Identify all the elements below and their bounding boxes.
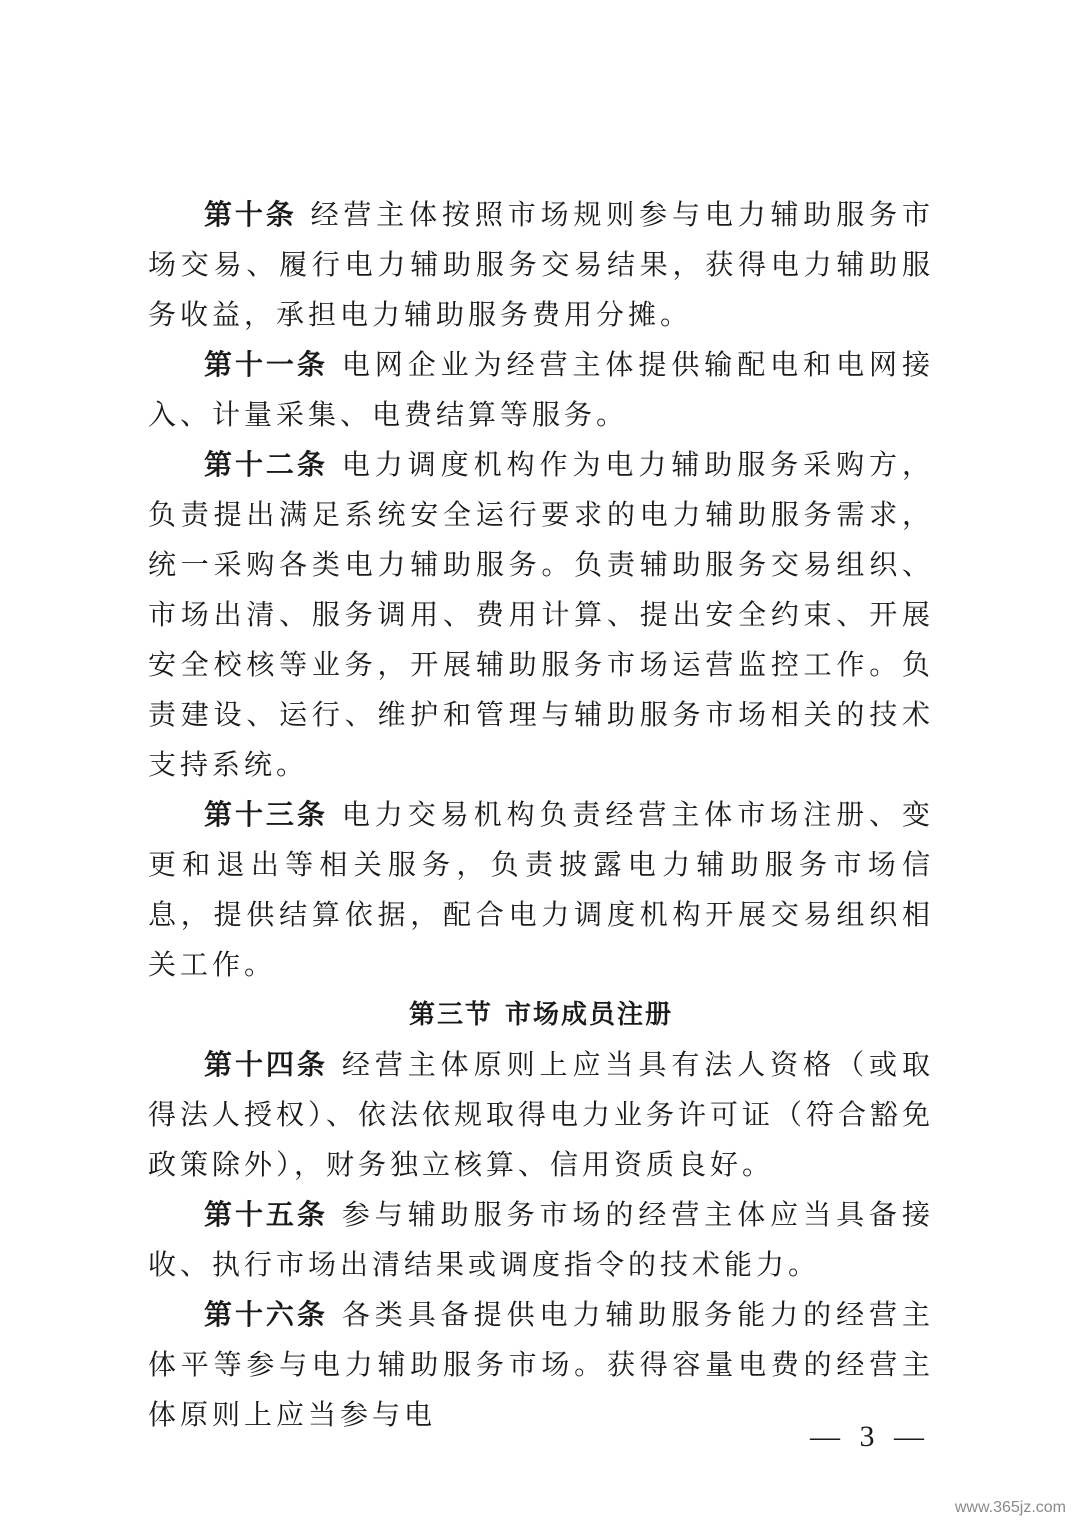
- article-title: 第十五条: [204, 1198, 328, 1231]
- article-body: 电力调度机构作为电力辅助服务采购方，负责提出满足系统安全运行要求的电力辅助服务需求，统一采购各类电力辅助服务。负责辅助服务交易组织、市场出清、服务调用、费用计算、提出安全约束、开展安全校核等业务，开展辅助服务市场运营监控工作。负责建设、运行、维护和管理与辅助服务市场相关的技术支持系统。: [148, 448, 934, 781]
- section-title: 市场成员注册: [505, 1000, 674, 1030]
- article-16: [148, 1290, 934, 1440]
- article-title: 第十六条: [204, 1298, 328, 1331]
- article-12: [148, 440, 934, 790]
- article-body: 电力交易机构负责经营主体市场注册、变更和退出等相关服务，负责披露电力辅助服务市场信息，提供结算依据，配合电力调度机构开展交易组织相关工作。: [148, 798, 934, 981]
- article-body: 参与辅助服务市场的经营主体应当具备接收、执行市场出清结果或调度指令的技术能力。: [148, 1198, 934, 1281]
- article-body: 电网企业为经营主体提供输配电和电网接入、计量采集、电费结算等服务。: [148, 348, 934, 431]
- article-title: 第十二条: [204, 448, 328, 481]
- article-15: [148, 1190, 934, 1290]
- article-title: 第十四条: [204, 1048, 328, 1081]
- page-number: — 3 —: [810, 1420, 930, 1453]
- article-11: [148, 340, 934, 440]
- article-body: 经营主体原则上应当具有法人资格（或取得法人授权）、依法依规取得电力业务许可证（符合豁免政策除外），财务独立核算、信用资质良好。: [148, 1048, 935, 1181]
- article-13: [148, 790, 934, 990]
- section-number: 第三节: [408, 1000, 493, 1030]
- document-page: [148, 190, 934, 1440]
- article-title: 第十三条: [204, 798, 328, 831]
- section-heading: [148, 990, 934, 1040]
- article-title: 第十条: [204, 198, 297, 231]
- article-body: 各类具备提供电力辅助服务能力的经营主体平等参与电力辅助服务市场。获得容量电费的经营主体原则上应当参与电: [148, 1298, 934, 1431]
- article-14: [148, 1040, 934, 1190]
- article-title: 第十一条: [204, 348, 328, 381]
- article-body: 经营主体按照市场规则参与电力辅助服务市场交易、履行电力辅助服务交易结果，获得电力辅助服务收益，承担电力辅助服务费用分摊。: [148, 198, 934, 331]
- article-10: [148, 190, 934, 340]
- watermark: www.365jz.com: [954, 1499, 1066, 1516]
